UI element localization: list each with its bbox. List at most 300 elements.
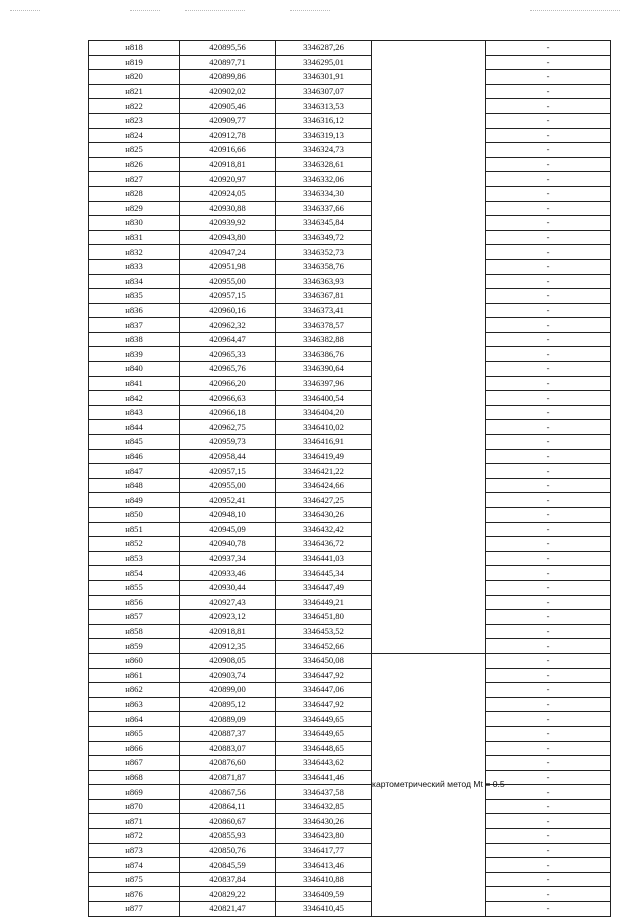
x-coordinate-cell: 420966,20 bbox=[180, 376, 276, 391]
y-coordinate-cell: 3346441,46 bbox=[276, 770, 372, 785]
point-id-cell: н835 bbox=[89, 289, 180, 304]
table-row bbox=[89, 785, 611, 800]
x-coordinate-cell: 420845,59 bbox=[180, 858, 276, 873]
note-cell: - bbox=[486, 362, 611, 377]
note-cell: - bbox=[486, 99, 611, 114]
note-cell: - bbox=[486, 639, 611, 654]
y-coordinate-cell: 3346410,45 bbox=[276, 902, 372, 917]
table-row bbox=[89, 887, 611, 902]
x-coordinate-cell: 420902,02 bbox=[180, 84, 276, 99]
point-id-cell: н849 bbox=[89, 493, 180, 508]
y-coordinate-cell: 3346386,76 bbox=[276, 347, 372, 362]
x-coordinate-cell: 420966,63 bbox=[180, 391, 276, 406]
y-coordinate-cell: 3346432,42 bbox=[276, 522, 372, 537]
y-coordinate-cell: 3346419,49 bbox=[276, 449, 372, 464]
note-cell: - bbox=[486, 478, 611, 493]
y-coordinate-cell: 3346313,53 bbox=[276, 99, 372, 114]
table-row bbox=[89, 332, 611, 347]
y-coordinate-cell: 3346424,66 bbox=[276, 478, 372, 493]
x-coordinate-cell: 420855,93 bbox=[180, 829, 276, 844]
x-coordinate-cell: 420964,47 bbox=[180, 332, 276, 347]
point-id-cell: н860 bbox=[89, 653, 180, 668]
note-cell: - bbox=[486, 770, 611, 785]
table-row bbox=[89, 464, 611, 479]
y-coordinate-cell: 3346451,80 bbox=[276, 610, 372, 625]
x-coordinate-cell: 420943,80 bbox=[180, 230, 276, 245]
point-id-cell: н821 bbox=[89, 84, 180, 99]
y-coordinate-cell: 3346423,80 bbox=[276, 829, 372, 844]
table-row bbox=[89, 186, 611, 201]
table-row bbox=[89, 551, 611, 566]
x-coordinate-cell: 420903,74 bbox=[180, 668, 276, 683]
x-coordinate-cell: 420945,09 bbox=[180, 522, 276, 537]
point-id-cell: н877 bbox=[89, 902, 180, 917]
y-coordinate-cell: 3346449,65 bbox=[276, 712, 372, 727]
note-cell: - bbox=[486, 858, 611, 873]
y-coordinate-cell: 3346345,84 bbox=[276, 216, 372, 231]
x-coordinate-cell: 420883,07 bbox=[180, 741, 276, 756]
x-coordinate-cell: 420908,05 bbox=[180, 653, 276, 668]
note-cell: - bbox=[486, 113, 611, 128]
y-coordinate-cell: 3346445,34 bbox=[276, 566, 372, 581]
y-coordinate-cell: 3346390,64 bbox=[276, 362, 372, 377]
note-cell: - bbox=[486, 376, 611, 391]
x-coordinate-cell: 420940,78 bbox=[180, 537, 276, 552]
point-id-cell: н872 bbox=[89, 829, 180, 844]
table-row bbox=[89, 143, 611, 158]
x-coordinate-cell: 420937,34 bbox=[180, 551, 276, 566]
y-coordinate-cell: 3346307,07 bbox=[276, 84, 372, 99]
table-row bbox=[89, 84, 611, 99]
point-id-cell: н842 bbox=[89, 391, 180, 406]
y-coordinate-cell: 3346450,08 bbox=[276, 653, 372, 668]
y-coordinate-cell: 3346301,91 bbox=[276, 70, 372, 85]
table-row bbox=[89, 303, 611, 318]
point-id-cell: н850 bbox=[89, 508, 180, 523]
y-coordinate-cell: 3346436,72 bbox=[276, 537, 372, 552]
note-cell: - bbox=[486, 420, 611, 435]
y-coordinate-cell: 3346334,30 bbox=[276, 186, 372, 201]
table-row bbox=[89, 274, 611, 289]
table-row bbox=[89, 756, 611, 771]
x-coordinate-cell: 420864,11 bbox=[180, 799, 276, 814]
table-row bbox=[89, 829, 611, 844]
table-row bbox=[89, 376, 611, 391]
y-coordinate-cell: 3346328,61 bbox=[276, 157, 372, 172]
x-coordinate-cell: 420905,46 bbox=[180, 99, 276, 114]
x-coordinate-cell: 420918,81 bbox=[180, 624, 276, 639]
point-id-cell: н848 bbox=[89, 478, 180, 493]
x-coordinate-cell: 420920,97 bbox=[180, 172, 276, 187]
x-coordinate-cell: 420947,24 bbox=[180, 245, 276, 260]
point-id-cell: н851 bbox=[89, 522, 180, 537]
x-coordinate-cell: 420958,44 bbox=[180, 449, 276, 464]
point-id-cell: н858 bbox=[89, 624, 180, 639]
table-row bbox=[89, 172, 611, 187]
table-row bbox=[89, 770, 611, 785]
x-coordinate-cell: 420918,81 bbox=[180, 157, 276, 172]
point-id-cell: н819 bbox=[89, 55, 180, 70]
table-row bbox=[89, 362, 611, 377]
point-id-cell: н876 bbox=[89, 887, 180, 902]
note-cell: - bbox=[486, 887, 611, 902]
point-id-cell: н871 bbox=[89, 814, 180, 829]
x-coordinate-cell: 420837,84 bbox=[180, 872, 276, 887]
x-coordinate-cell: 420860,67 bbox=[180, 814, 276, 829]
point-id-cell: н868 bbox=[89, 770, 180, 785]
header-artifact-line bbox=[0, 10, 640, 18]
x-coordinate-cell: 420887,37 bbox=[180, 726, 276, 741]
note-cell: - bbox=[486, 872, 611, 887]
note-cell: - bbox=[486, 464, 611, 479]
y-coordinate-cell: 3346449,21 bbox=[276, 595, 372, 610]
x-coordinate-cell: 420952,41 bbox=[180, 493, 276, 508]
method-cell-empty bbox=[372, 41, 486, 654]
table-row bbox=[89, 726, 611, 741]
point-id-cell: н874 bbox=[89, 858, 180, 873]
y-coordinate-cell: 3346410,88 bbox=[276, 872, 372, 887]
table-row bbox=[89, 872, 611, 887]
table-row bbox=[89, 814, 611, 829]
y-coordinate-cell: 3346447,06 bbox=[276, 683, 372, 698]
y-coordinate-cell: 3346410,02 bbox=[276, 420, 372, 435]
y-coordinate-cell: 3346452,66 bbox=[276, 639, 372, 654]
point-id-cell: н843 bbox=[89, 405, 180, 420]
table-row bbox=[89, 318, 611, 333]
x-coordinate-cell: 420829,22 bbox=[180, 887, 276, 902]
point-id-cell: н834 bbox=[89, 274, 180, 289]
point-id-cell: н862 bbox=[89, 683, 180, 698]
point-id-cell: н852 bbox=[89, 537, 180, 552]
x-coordinate-cell: 420821,47 bbox=[180, 902, 276, 917]
y-coordinate-cell: 3346337,66 bbox=[276, 201, 372, 216]
table-row bbox=[89, 902, 611, 917]
y-coordinate-cell: 3346400,54 bbox=[276, 391, 372, 406]
point-id-cell: н828 bbox=[89, 186, 180, 201]
table-row bbox=[89, 70, 611, 85]
point-id-cell: н841 bbox=[89, 376, 180, 391]
table-row bbox=[89, 347, 611, 362]
note-cell: - bbox=[486, 610, 611, 625]
table-row bbox=[89, 435, 611, 450]
table-row bbox=[89, 289, 611, 304]
x-coordinate-cell: 420960,16 bbox=[180, 303, 276, 318]
point-id-cell: н869 bbox=[89, 785, 180, 800]
point-id-cell: н836 bbox=[89, 303, 180, 318]
table-row bbox=[89, 478, 611, 493]
y-coordinate-cell: 3346332,06 bbox=[276, 172, 372, 187]
y-coordinate-cell: 3346378,57 bbox=[276, 318, 372, 333]
y-coordinate-cell: 3346295,01 bbox=[276, 55, 372, 70]
x-coordinate-cell: 420897,71 bbox=[180, 55, 276, 70]
point-id-cell: н838 bbox=[89, 332, 180, 347]
note-cell: - bbox=[486, 274, 611, 289]
y-coordinate-cell: 3346352,73 bbox=[276, 245, 372, 260]
x-coordinate-cell: 420895,12 bbox=[180, 697, 276, 712]
table-row bbox=[89, 230, 611, 245]
x-coordinate-cell: 420957,15 bbox=[180, 289, 276, 304]
y-coordinate-cell: 3346363,93 bbox=[276, 274, 372, 289]
note-cell: - bbox=[486, 332, 611, 347]
x-coordinate-cell: 420876,60 bbox=[180, 756, 276, 771]
note-cell: - bbox=[486, 551, 611, 566]
x-coordinate-cell: 420957,15 bbox=[180, 464, 276, 479]
x-coordinate-cell: 420889,09 bbox=[180, 712, 276, 727]
x-coordinate-cell: 420850,76 bbox=[180, 843, 276, 858]
note-cell: - bbox=[486, 712, 611, 727]
table-row bbox=[89, 391, 611, 406]
table-row bbox=[89, 610, 611, 625]
point-id-cell: н846 bbox=[89, 449, 180, 464]
x-coordinate-cell: 420955,00 bbox=[180, 274, 276, 289]
y-coordinate-cell: 3346447,92 bbox=[276, 697, 372, 712]
y-coordinate-cell: 3346409,59 bbox=[276, 887, 372, 902]
point-id-cell: н875 bbox=[89, 872, 180, 887]
x-coordinate-cell: 420867,56 bbox=[180, 785, 276, 800]
table-row bbox=[89, 113, 611, 128]
note-cell: - bbox=[486, 566, 611, 581]
point-id-cell: н840 bbox=[89, 362, 180, 377]
point-id-cell: н823 bbox=[89, 113, 180, 128]
note-cell: - bbox=[486, 318, 611, 333]
note-cell: - bbox=[486, 799, 611, 814]
point-id-cell: н854 bbox=[89, 566, 180, 581]
point-id-cell: н865 bbox=[89, 726, 180, 741]
table-row bbox=[89, 697, 611, 712]
table-row bbox=[89, 566, 611, 581]
note-cell: - bbox=[486, 216, 611, 231]
x-coordinate-cell: 420912,78 bbox=[180, 128, 276, 143]
y-coordinate-cell: 3346430,26 bbox=[276, 814, 372, 829]
x-coordinate-cell: 420909,77 bbox=[180, 113, 276, 128]
y-coordinate-cell: 3346417,77 bbox=[276, 843, 372, 858]
note-cell: - bbox=[486, 537, 611, 552]
y-coordinate-cell: 3346316,12 bbox=[276, 113, 372, 128]
note-cell: - bbox=[486, 741, 611, 756]
x-coordinate-cell: 420923,12 bbox=[180, 610, 276, 625]
point-id-cell: н861 bbox=[89, 668, 180, 683]
point-id-cell: н829 bbox=[89, 201, 180, 216]
point-id-cell: н855 bbox=[89, 580, 180, 595]
point-id-cell: н825 bbox=[89, 143, 180, 158]
point-id-cell: н856 bbox=[89, 595, 180, 610]
table-row bbox=[89, 843, 611, 858]
note-cell: - bbox=[486, 186, 611, 201]
note-cell: - bbox=[486, 814, 611, 829]
table-row bbox=[89, 668, 611, 683]
note-cell: - bbox=[486, 449, 611, 464]
note-cell: - bbox=[486, 829, 611, 844]
y-coordinate-cell: 3346319,13 bbox=[276, 128, 372, 143]
point-id-cell: н832 bbox=[89, 245, 180, 260]
note-cell: - bbox=[486, 405, 611, 420]
point-id-cell: н833 bbox=[89, 259, 180, 274]
note-cell: - bbox=[486, 84, 611, 99]
y-coordinate-cell: 3346404,20 bbox=[276, 405, 372, 420]
table-row bbox=[89, 405, 611, 420]
point-id-cell: н822 bbox=[89, 99, 180, 114]
x-coordinate-cell: 420965,33 bbox=[180, 347, 276, 362]
note-cell: - bbox=[486, 201, 611, 216]
table-row bbox=[89, 522, 611, 537]
y-coordinate-cell: 3346349,72 bbox=[276, 230, 372, 245]
y-coordinate-cell: 3346437,58 bbox=[276, 785, 372, 800]
table-row bbox=[89, 99, 611, 114]
y-coordinate-cell: 3346441,03 bbox=[276, 551, 372, 566]
note-cell: - bbox=[486, 157, 611, 172]
table-row bbox=[89, 639, 611, 654]
table-row bbox=[89, 653, 611, 668]
note-cell: - bbox=[486, 245, 611, 260]
note-cell: - bbox=[486, 128, 611, 143]
note-cell: - bbox=[486, 785, 611, 800]
note-cell: - bbox=[486, 303, 611, 318]
note-cell: - bbox=[486, 843, 611, 858]
y-coordinate-cell: 3346324,73 bbox=[276, 143, 372, 158]
point-id-cell: н826 bbox=[89, 157, 180, 172]
point-id-cell: н837 bbox=[89, 318, 180, 333]
point-id-cell: н853 bbox=[89, 551, 180, 566]
x-coordinate-cell: 420962,75 bbox=[180, 420, 276, 435]
y-coordinate-cell: 3346382,88 bbox=[276, 332, 372, 347]
note-cell: - bbox=[486, 143, 611, 158]
point-id-cell: н870 bbox=[89, 799, 180, 814]
y-coordinate-cell: 3346449,65 bbox=[276, 726, 372, 741]
y-coordinate-cell: 3346397,96 bbox=[276, 376, 372, 391]
x-coordinate-cell: 420871,87 bbox=[180, 770, 276, 785]
y-coordinate-cell: 3346287,26 bbox=[276, 41, 372, 56]
x-coordinate-cell: 420966,18 bbox=[180, 405, 276, 420]
note-cell: - bbox=[486, 435, 611, 450]
table-row bbox=[89, 537, 611, 552]
point-id-cell: н864 bbox=[89, 712, 180, 727]
table-row bbox=[89, 259, 611, 274]
coordinates-table-body bbox=[89, 41, 611, 917]
note-cell: - bbox=[486, 347, 611, 362]
note-cell: - bbox=[486, 683, 611, 698]
table-row bbox=[89, 508, 611, 523]
x-coordinate-cell: 420959,73 bbox=[180, 435, 276, 450]
note-cell: - bbox=[486, 70, 611, 85]
x-coordinate-cell: 420965,76 bbox=[180, 362, 276, 377]
table-row bbox=[89, 580, 611, 595]
note-cell: - bbox=[486, 41, 611, 56]
table-row bbox=[89, 858, 611, 873]
method-cell: картометрический метод Mt = 0.5 bbox=[372, 653, 486, 916]
x-coordinate-cell: 420924,05 bbox=[180, 186, 276, 201]
note-cell: - bbox=[486, 756, 611, 771]
table-row bbox=[89, 595, 611, 610]
point-id-cell: н847 bbox=[89, 464, 180, 479]
table-row bbox=[89, 55, 611, 70]
table-row bbox=[89, 449, 611, 464]
y-coordinate-cell: 3346373,41 bbox=[276, 303, 372, 318]
table-row bbox=[89, 216, 611, 231]
point-id-cell: н867 bbox=[89, 756, 180, 771]
y-coordinate-cell: 3346430,26 bbox=[276, 508, 372, 523]
y-coordinate-cell: 3346367,81 bbox=[276, 289, 372, 304]
y-coordinate-cell: 3346447,92 bbox=[276, 668, 372, 683]
point-id-cell: н866 bbox=[89, 741, 180, 756]
y-coordinate-cell: 3346432,85 bbox=[276, 799, 372, 814]
x-coordinate-cell: 420927,43 bbox=[180, 595, 276, 610]
table-row bbox=[89, 712, 611, 727]
point-id-cell: н857 bbox=[89, 610, 180, 625]
y-coordinate-cell: 3346413,46 bbox=[276, 858, 372, 873]
table-row bbox=[89, 493, 611, 508]
x-coordinate-cell: 420955,00 bbox=[180, 478, 276, 493]
note-cell: - bbox=[486, 55, 611, 70]
y-coordinate-cell: 3346448,65 bbox=[276, 741, 372, 756]
x-coordinate-cell: 420899,00 bbox=[180, 683, 276, 698]
y-coordinate-cell: 3346427,25 bbox=[276, 493, 372, 508]
point-id-cell: н839 bbox=[89, 347, 180, 362]
table-row bbox=[89, 128, 611, 143]
x-coordinate-cell: 420939,92 bbox=[180, 216, 276, 231]
y-coordinate-cell: 3346421,22 bbox=[276, 464, 372, 479]
point-id-cell: н827 bbox=[89, 172, 180, 187]
x-coordinate-cell: 420933,46 bbox=[180, 566, 276, 581]
table-row bbox=[89, 799, 611, 814]
y-coordinate-cell: 3346447,49 bbox=[276, 580, 372, 595]
table-row bbox=[89, 683, 611, 698]
point-id-cell: н818 bbox=[89, 41, 180, 56]
x-coordinate-cell: 420912,35 bbox=[180, 639, 276, 654]
note-cell: - bbox=[486, 668, 611, 683]
point-id-cell: н824 bbox=[89, 128, 180, 143]
note-cell: - bbox=[486, 493, 611, 508]
note-cell: - bbox=[486, 172, 611, 187]
note-cell: - bbox=[486, 508, 611, 523]
x-coordinate-cell: 420916,66 bbox=[180, 143, 276, 158]
x-coordinate-cell: 420948,10 bbox=[180, 508, 276, 523]
x-coordinate-cell: 420951,98 bbox=[180, 259, 276, 274]
x-coordinate-cell: 420899,86 bbox=[180, 70, 276, 85]
note-cell: - bbox=[486, 522, 611, 537]
note-cell: - bbox=[486, 697, 611, 712]
coordinates-table bbox=[88, 40, 611, 917]
table-row bbox=[89, 201, 611, 216]
table-row bbox=[89, 741, 611, 756]
table-row bbox=[89, 420, 611, 435]
y-coordinate-cell: 3346453,52 bbox=[276, 624, 372, 639]
note-cell: - bbox=[486, 624, 611, 639]
x-coordinate-cell: 420895,56 bbox=[180, 41, 276, 56]
table-row bbox=[89, 245, 611, 260]
note-cell: - bbox=[486, 902, 611, 917]
note-cell: - bbox=[486, 726, 611, 741]
note-cell: - bbox=[486, 289, 611, 304]
note-cell: - bbox=[486, 230, 611, 245]
point-id-cell: н859 bbox=[89, 639, 180, 654]
table-row bbox=[89, 41, 611, 56]
table-row bbox=[89, 624, 611, 639]
note-cell: - bbox=[486, 653, 611, 668]
note-cell: - bbox=[486, 580, 611, 595]
note-cell: - bbox=[486, 259, 611, 274]
table-row bbox=[89, 157, 611, 172]
y-coordinate-cell: 3346416,91 bbox=[276, 435, 372, 450]
point-id-cell: н831 bbox=[89, 230, 180, 245]
point-id-cell: н863 bbox=[89, 697, 180, 712]
point-id-cell: н830 bbox=[89, 216, 180, 231]
point-id-cell: н844 bbox=[89, 420, 180, 435]
point-id-cell: н820 bbox=[89, 70, 180, 85]
y-coordinate-cell: 3346358,76 bbox=[276, 259, 372, 274]
x-coordinate-cell: 420930,88 bbox=[180, 201, 276, 216]
note-cell: - bbox=[486, 595, 611, 610]
x-coordinate-cell: 420962,32 bbox=[180, 318, 276, 333]
